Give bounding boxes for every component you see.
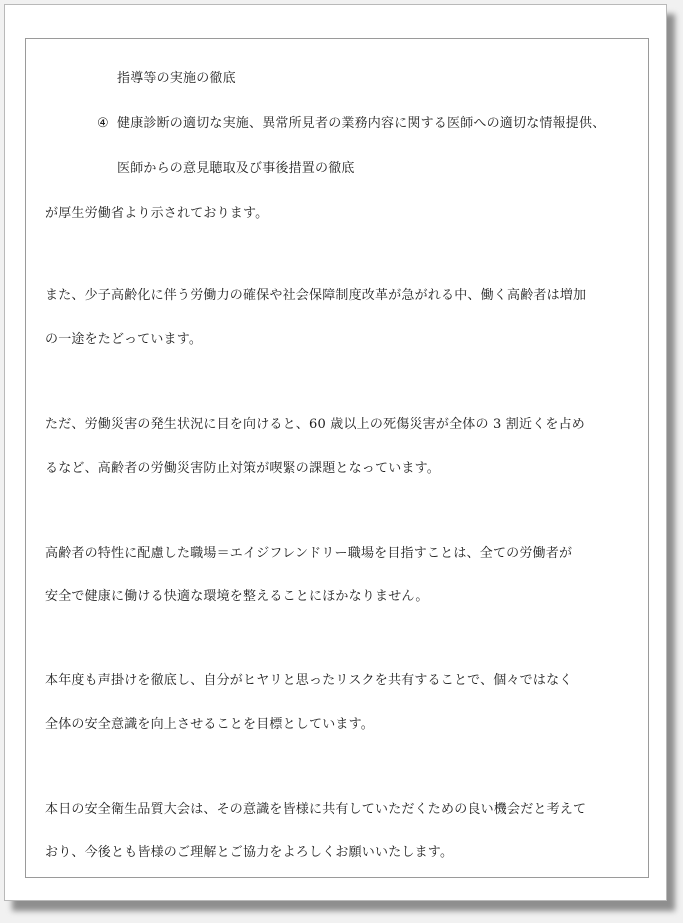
text-line-9: 高齢者の特性に配慮した職場＝エイジフレンドリー職場を目指すことは、全ての労働者が	[45, 546, 573, 561]
text-line-3: 医師からの意見聴取及び事後措置の徹底	[117, 161, 355, 176]
text-line-8: るなど、高齢者の労働災害防止対策が喫緊の課題となっています。	[45, 461, 440, 476]
text-line-5: また、少子高齢化に伴う労働力の確保や社会保障制度改革が急がれる中、働く高齢者は増加	[45, 288, 587, 303]
item-number-4: ④	[97, 116, 109, 131]
text-line-7: ただ、労働災害の発生状況に目を向けると、60 歳以上の死傷災害が全体の 3 割近くを占め	[45, 417, 586, 432]
text-line-2	[97, 116, 605, 132]
document-page	[4, 4, 667, 901]
text-line-11: 本年度も声掛けを徹底し、自分がヒヤリと思ったリスクを共有することで、個々ではなく	[45, 673, 573, 688]
text-line-2-content: 健康診断の適切な実施、異常所見者の業務内容に関する医師への適切な情報提供、	[117, 116, 606, 131]
text-line-14: おり、今後とも皆様のご理解とご協力をよろしくお願いいたします。	[45, 845, 454, 860]
text-line-10: 安全で健康に働ける快適な環境を整えることにほかなりません。	[45, 589, 429, 604]
text-line-6: の一途をたどっています。	[45, 332, 203, 347]
text-line-12: 全体の安全意識を向上させることを目標としています。	[45, 717, 374, 732]
text-line-13: 本日の安全衛生品質大会は、その意識を皆様に共有していただくための良い機会だと考えて	[45, 802, 587, 817]
text-line-1: 指導等の実施の徹底	[117, 71, 236, 86]
text-line-4: が厚生労働省より示されております。	[45, 206, 269, 221]
